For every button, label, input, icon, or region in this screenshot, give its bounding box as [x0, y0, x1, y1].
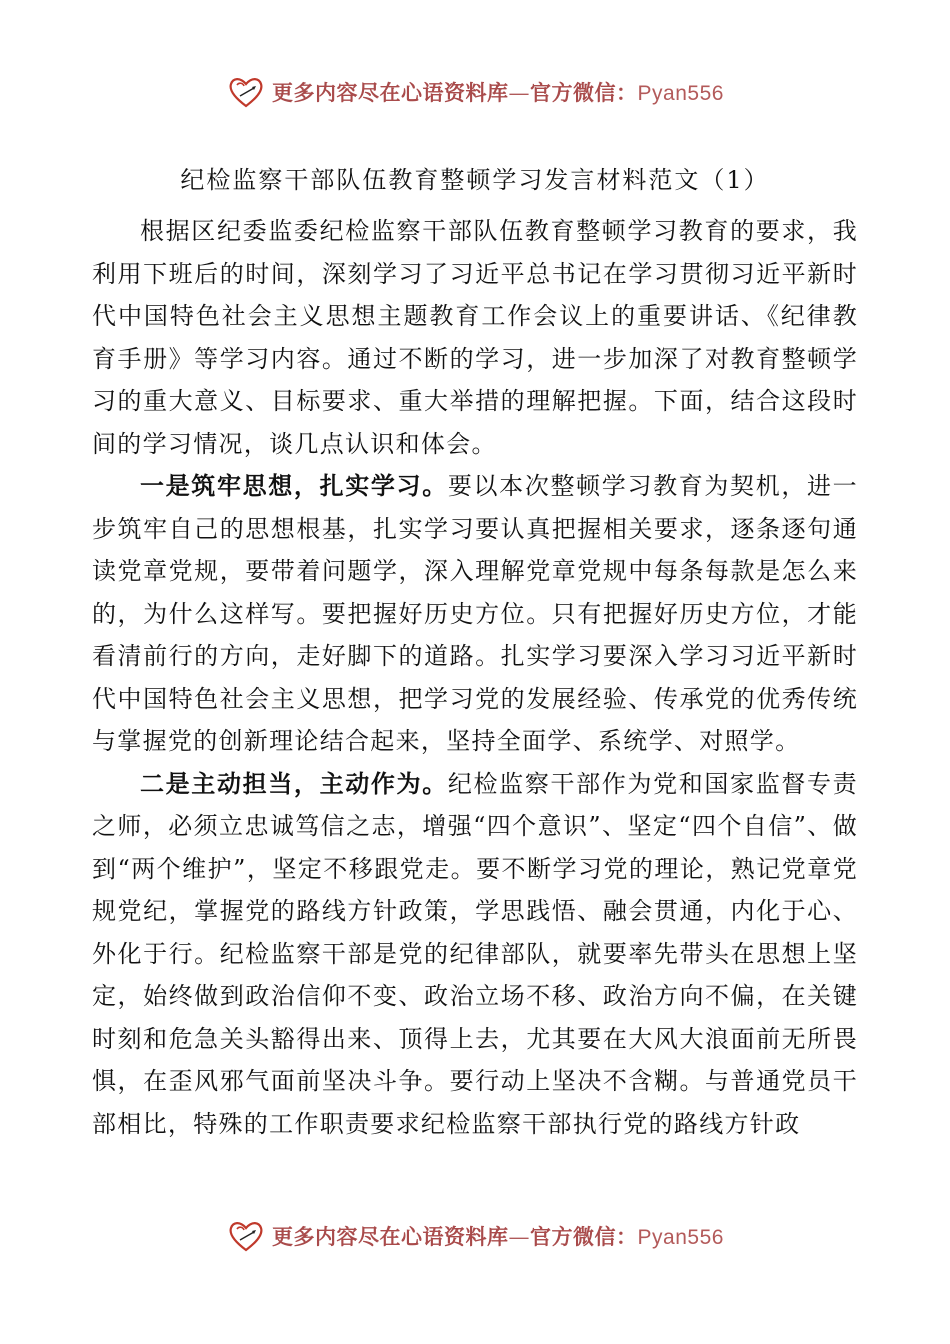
point-two-body: 纪检监察干部作为党和国家监督专责之师，必须立忠诚笃信之志，增强“四个意识”、坚定“四个自信”、做到“两个维护”，坚定不移跟党走。要不断学习党的理论，熟记党章党规党纪，掌握党的路线方针政策，学思践悟、融会贯通，内化于心、外化于行。纪检监察干部是党的纪律部队，就要率先带头在思想上坚定，始终做到政治信仰不变、政治立场不移、政治方向不偏，在关键时刻和危急关头豁得出来、顶得上去，尤其要在大风大浪面前无所畏惧，在歪风邪气面前坚决斗争。要行动上坚决不含糊。与普通党员干部相比，特殊的工作职责要求纪检监察干部执行党的路线方针政 — [92, 769, 858, 1138]
point-one-paragraph — [92, 465, 858, 763]
document-body — [92, 210, 858, 1145]
watermark-text: 更多内容尽在心语资料库—官方微信：Pyan556 — [272, 1224, 724, 1249]
watermark-footer — [0, 1212, 950, 1260]
watermark-header — [0, 68, 950, 116]
intro-paragraph: 根据区纪委监委纪检监察干部队伍教育整顿学习教育的要求，我利用下班后的时间，深刻学习了习近平总书记在学习贯彻习近平新时代中国特色社会主义思想主题教育工作会议上的重要讲话、《纪律教育手册》等学习内容。通过不断的学习，进一步加深了对教育整顿学习的重大意义、目标要求、重大举措的理解把握。下面，结合这段时间的学习情况，谈几点认识和体会。 — [92, 217, 858, 458]
watermark-text: 更多内容尽在心语资料库—官方微信：Pyan556 — [272, 80, 724, 105]
heart-logo-icon — [226, 1216, 266, 1256]
point-two-heading: 二是主动担当，主动作为。 — [140, 768, 448, 798]
point-one-body: 要以本次整顿学习教育为契机，进一步筑牢自己的思想根基，扎实学习要认真把握相关要求，逐条逐句通读党章党规，要带着问题学，深入理解党章党规中每条每款是怎么来的，为什么这样写。要把握好历史方位。只有把握好历史方位，才能看清前行的方向，走好脚下的道路。扎实学习要深入学习习近平新时代中国特色社会主义思想，把学习党的发展经验、传承党的优秀传统与掌握党的创新理论结合起来，坚持全面学、系统学、对照学。 — [92, 472, 858, 755]
point-two-paragraph — [92, 763, 858, 1146]
point-one-heading: 一是筑牢思想，扎实学习。 — [140, 471, 448, 500]
document-title: 纪检监察干部队伍教育整顿学习发言材料范文（1） — [180, 166, 770, 194]
heart-logo-icon — [226, 72, 266, 112]
